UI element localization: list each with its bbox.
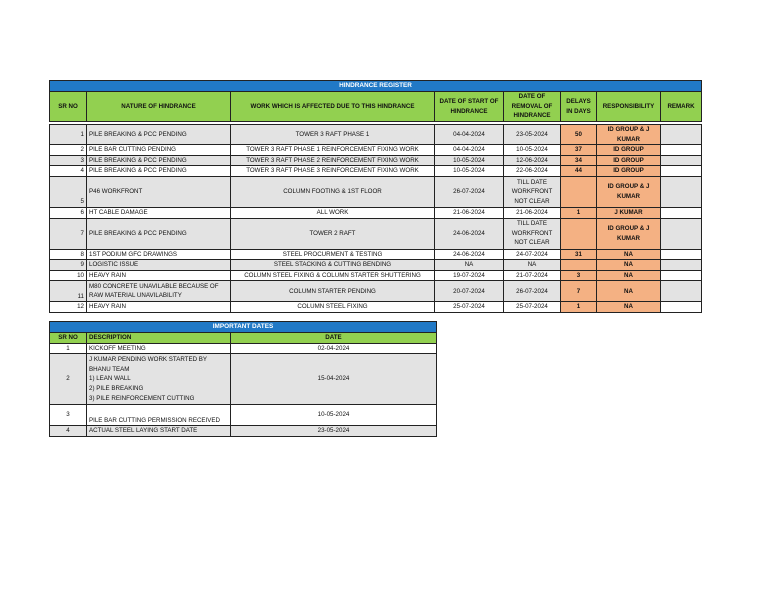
removal-date-cell: 23-05-2024	[504, 125, 561, 145]
responsibility-cell: ID GROUP	[597, 166, 661, 177]
remark-cell	[661, 260, 702, 271]
dates-description-cell: KICKOFF MEETING	[87, 343, 231, 354]
sr-no-cell: 1	[50, 125, 87, 145]
start-date-cell: 10-05-2024	[435, 166, 504, 177]
nature-cell: 1ST PODIUM GFC DRAWINGS	[87, 249, 231, 260]
start-date-cell: 20-07-2024	[435, 281, 504, 302]
hindrance-row	[50, 270, 702, 281]
sr-no-cell: 8	[50, 249, 87, 260]
dates-row	[50, 343, 437, 354]
nature-cell: HEAVY RAIN	[87, 270, 231, 281]
hindrance-register-table	[49, 80, 702, 313]
responsibility-cell: NA	[597, 302, 661, 313]
sr-no-cell: 3	[50, 155, 87, 166]
header-delays: DELAYS IN DAYS	[561, 92, 597, 122]
hindrance-row	[50, 249, 702, 260]
responsibility-cell: ID GROUP	[597, 145, 661, 156]
hindrance-row	[50, 177, 702, 208]
sr-no-cell: 7	[50, 218, 87, 249]
start-date-cell: 24-06-2024	[435, 249, 504, 260]
header-work-affected: WORK WHICH IS AFFECTED DUE TO THIS HINDRANCE	[231, 92, 435, 122]
delays-cell: 44	[561, 166, 597, 177]
delays-cell: 34	[561, 155, 597, 166]
delays-cell	[561, 260, 597, 271]
hindrance-row	[50, 208, 702, 219]
header-responsibility: RESPONSIBILITY	[597, 92, 661, 122]
removal-date-cell: 21-07-2024	[504, 270, 561, 281]
work-affected-cell: TOWER 2 RAFT	[231, 218, 435, 249]
nature-cell: PILE BREAKING & PCC PENDING	[87, 166, 231, 177]
delays-cell: 1	[561, 208, 597, 219]
remark-cell	[661, 281, 702, 302]
work-affected-cell: TOWER 3 RAFT PHASE 1	[231, 125, 435, 145]
dates-date-cell: 15-04-2024	[231, 354, 437, 405]
removal-date-cell: 22-06-2024	[504, 166, 561, 177]
remark-cell	[661, 125, 702, 145]
delays-cell: 7	[561, 281, 597, 302]
dates-date-cell: 02-04-2024	[231, 343, 437, 354]
sr-no-cell: 2	[50, 145, 87, 156]
nature-cell: LOGISTIC ISSUE	[87, 260, 231, 271]
delays-cell	[561, 177, 597, 208]
hindrance-register-title: HINDRANCE REGISTER	[50, 81, 702, 92]
remark-cell	[661, 302, 702, 313]
header-removal-date: DATE OF REMOVAL OF HINDRANCE	[504, 92, 561, 122]
delays-cell: 31	[561, 249, 597, 260]
work-affected-cell: TOWER 3 RAFT PHASE 3 REINFORCEMENT FIXING WORK	[231, 166, 435, 177]
sr-no-cell: 4	[50, 166, 87, 177]
work-affected-cell: COLUMN STEEL FIXING & COLUMN STARTER SHUTTERING	[231, 270, 435, 281]
start-date-cell: 04-04-2024	[435, 145, 504, 156]
remark-cell	[661, 166, 702, 177]
nature-cell: HT CABLE DAMAGE	[87, 208, 231, 219]
nature-cell: PILE BREAKING & PCC PENDING	[87, 218, 231, 249]
sr-no-cell: 5	[50, 177, 87, 208]
dates-header-row	[50, 333, 437, 344]
work-affected-cell: COLUMN FOOTING & 1ST FLOOR	[231, 177, 435, 208]
hindrance-rows	[50, 125, 702, 313]
nature-cell: HEAVY RAIN	[87, 302, 231, 313]
start-date-cell: NA	[435, 260, 504, 271]
removal-date-cell: 21-06-2024	[504, 208, 561, 219]
dates-date-cell: 10-05-2024	[231, 405, 437, 426]
sr-no-cell: 9	[50, 260, 87, 271]
nature-cell: M80 CONCRETE UNAVILABLE BECAUSE OF RAW MATERIAL UNAVILABILITY	[87, 281, 231, 302]
removal-date-cell: 26-07-2024	[504, 281, 561, 302]
work-affected-cell: ALL WORK	[231, 208, 435, 219]
hindrance-row	[50, 155, 702, 166]
responsibility-cell: ID GROUP & J KUMAR	[597, 177, 661, 208]
dates-description-cell: PILE BAR CUTTING PERMISSION RECEIVED	[87, 405, 231, 426]
start-date-cell: 24-06-2024	[435, 218, 504, 249]
removal-date-cell: 25-07-2024	[504, 302, 561, 313]
work-affected-cell: TOWER 3 RAFT PHASE 1 REINFORCEMENT FIXING WORK	[231, 145, 435, 156]
start-date-cell: 26-07-2024	[435, 177, 504, 208]
start-date-cell: 04-04-2024	[435, 125, 504, 145]
hindrance-row	[50, 281, 702, 302]
dates-sr-no-cell: 3	[50, 405, 87, 426]
delays-cell: 1	[561, 302, 597, 313]
nature-cell: PILE BAR CUTTING PENDING	[87, 145, 231, 156]
hindrance-header-row	[50, 92, 702, 122]
start-date-cell: 10-05-2024	[435, 155, 504, 166]
dates-row	[50, 426, 437, 437]
nature-cell: PILE BREAKING & PCC PENDING	[87, 125, 231, 145]
delays-cell: 50	[561, 125, 597, 145]
work-affected-cell: STEEL STACKING & CUTTING BENDING	[231, 260, 435, 271]
dates-row	[50, 354, 437, 405]
remark-cell	[661, 155, 702, 166]
header-nature: NATURE OF HINDRANCE	[87, 92, 231, 122]
nature-cell: P46 WORKFRONT	[87, 177, 231, 208]
hindrance-row	[50, 125, 702, 145]
dates-sr-no-cell: 4	[50, 426, 87, 437]
dates-description-cell: ACTUAL STEEL LAYING START DATE	[87, 426, 231, 437]
hindrance-row	[50, 302, 702, 313]
removal-date-cell: TILL DATE WORKFRONT NOT CLEAR	[504, 177, 561, 208]
dates-header-description: DESCRIPTION	[87, 333, 231, 344]
work-affected-cell: TOWER 3 RAFT PHASE 2 REINFORCEMENT FIXING WORK	[231, 155, 435, 166]
remark-cell	[661, 270, 702, 281]
remark-cell	[661, 249, 702, 260]
delays-cell	[561, 218, 597, 249]
work-affected-cell: COLUMN STEEL FIXING	[231, 302, 435, 313]
hindrance-row	[50, 166, 702, 177]
responsibility-cell: J KUMAR	[597, 208, 661, 219]
remark-cell	[661, 145, 702, 156]
delays-cell: 37	[561, 145, 597, 156]
responsibility-cell: NA	[597, 281, 661, 302]
work-affected-cell: STEEL PROCURMENT & TESTING	[231, 249, 435, 260]
start-date-cell: 25-07-2024	[435, 302, 504, 313]
hindrance-row	[50, 218, 702, 249]
start-date-cell: 21-06-2024	[435, 208, 504, 219]
dates-sr-no-cell: 2	[50, 354, 87, 405]
dates-header-sr-no: SR NO	[50, 333, 87, 344]
important-dates-table	[49, 321, 437, 437]
removal-date-cell: 24-07-2024	[504, 249, 561, 260]
sr-no-cell: 6	[50, 208, 87, 219]
important-dates-title: IMPORTANT DATES	[50, 322, 437, 333]
header-remark: REMARK	[661, 92, 702, 122]
start-date-cell: 19-07-2024	[435, 270, 504, 281]
header-sr-no: SR NO	[50, 92, 87, 122]
header-start-date: DATE OF START OF HINDRANCE	[435, 92, 504, 122]
dates-description-cell: J KUMAR PENDING WORK STARTED BY BHANU TEAM 1) LEAN WALL 2) PILE BREAKING 3) PILE REINFORCEMENT CUTTING	[87, 354, 231, 405]
responsibility-cell: ID GROUP & J KUMAR	[597, 218, 661, 249]
dates-header-date: DATE	[231, 333, 437, 344]
hindrance-row	[50, 260, 702, 271]
dates-date-cell: 23-05-2024	[231, 426, 437, 437]
responsibility-cell: ID GROUP	[597, 155, 661, 166]
responsibility-cell: NA	[597, 249, 661, 260]
removal-date-cell: NA	[504, 260, 561, 271]
work-affected-cell: COLUMN STARTER PENDING	[231, 281, 435, 302]
responsibility-cell: ID GROUP & J KUMAR	[597, 125, 661, 145]
responsibility-cell: NA	[597, 270, 661, 281]
removal-date-cell: TILL DATE WORKFRONT NOT CLEAR	[504, 218, 561, 249]
remark-cell	[661, 177, 702, 208]
remark-cell	[661, 218, 702, 249]
removal-date-cell: 12-06-2024	[504, 155, 561, 166]
hindrance-row	[50, 145, 702, 156]
remark-cell	[661, 208, 702, 219]
dates-row	[50, 405, 437, 426]
sr-no-cell: 12	[50, 302, 87, 313]
responsibility-cell: NA	[597, 260, 661, 271]
delays-cell: 3	[561, 270, 597, 281]
dates-rows	[50, 343, 437, 436]
dates-sr-no-cell: 1	[50, 343, 87, 354]
nature-cell: PILE BREAKING & PCC PENDING	[87, 155, 231, 166]
removal-date-cell: 10-05-2024	[504, 145, 561, 156]
sr-no-cell: 10	[50, 270, 87, 281]
sr-no-cell: 11	[50, 281, 87, 302]
